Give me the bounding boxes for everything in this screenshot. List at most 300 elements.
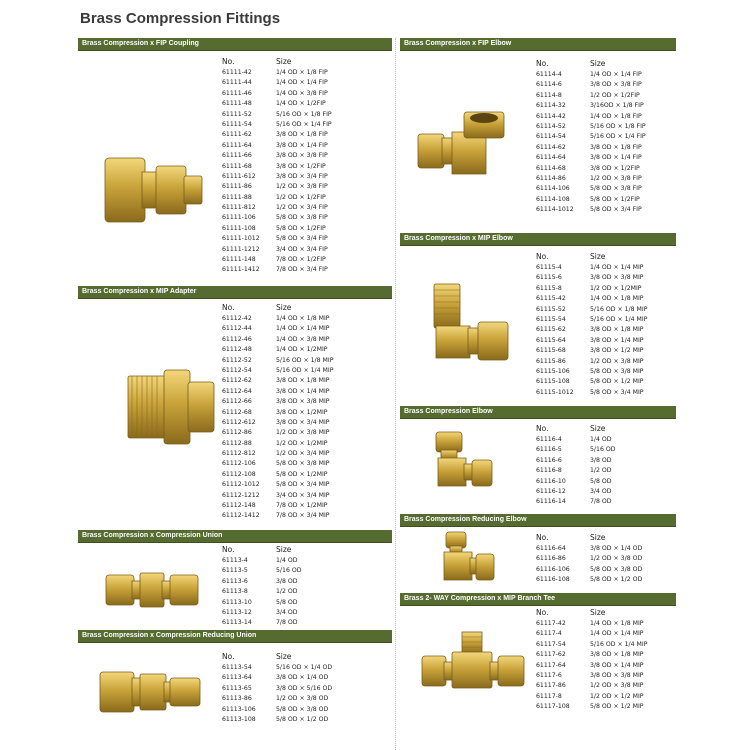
table-row <box>536 132 646 142</box>
column-header-size: Size <box>276 545 292 554</box>
table-row <box>536 466 616 476</box>
table-row <box>222 213 332 223</box>
column-header-no: No. <box>536 533 549 542</box>
table-row <box>222 408 333 418</box>
table-row <box>536 346 647 356</box>
part-size: 5/16 OD × 1/4 FIP <box>590 133 646 141</box>
table-row <box>536 143 646 153</box>
part-size: 3/8 OD × 1/4 MIP <box>276 387 330 395</box>
table-row <box>222 480 333 490</box>
table-row <box>536 388 647 398</box>
part-size: 7/8 OD <box>276 619 298 627</box>
part-size: 1/2 OD × 3/8 MIP <box>590 682 644 690</box>
table-row <box>536 153 646 163</box>
part-number: 61115-108 <box>536 378 570 386</box>
part-size: 5/8 OD × 1/2FIP <box>590 195 640 203</box>
table-row <box>536 357 647 367</box>
column-header-no: No. <box>536 424 549 433</box>
table-row <box>536 661 647 671</box>
column-header-no: No. <box>536 252 549 261</box>
section-fip-coupling <box>78 38 392 51</box>
part-number: 61114-106 <box>536 185 570 193</box>
part-size: 3/8 OD <box>590 456 612 464</box>
branch-tee-image <box>420 630 528 692</box>
part-size: 5/8 OD × 3/8 OD <box>590 565 643 573</box>
part-size: 1/4 OD × 1/4 FIP <box>276 79 328 87</box>
table-row <box>536 435 616 445</box>
column-header-no: No. <box>536 59 549 68</box>
column-divider <box>395 38 396 750</box>
table-header <box>222 56 332 68</box>
part-number: 61112-148 <box>222 502 256 510</box>
part-size: 1/4 OD × 1/8 MIP <box>590 295 644 303</box>
table-row <box>222 459 333 469</box>
part-size: 1/4 OD × 1/8 MIP <box>276 315 330 322</box>
part-number: 61113-10 <box>222 598 252 606</box>
table-row <box>536 629 647 639</box>
part-number: 61115-106 <box>536 367 570 375</box>
section-heading: Brass Compression x FIP Coupling <box>82 40 199 47</box>
table-header <box>536 607 647 619</box>
table-header <box>536 251 647 263</box>
part-number: 61116-5 <box>536 446 562 454</box>
part-size: 7/8 OD × 3/4 FIP <box>276 266 328 274</box>
part-size: 1/4 OD × 1/4 MIP <box>276 325 330 333</box>
part-size: 3/8 OD × 3/4 FIP <box>276 172 328 180</box>
table-row <box>536 263 647 273</box>
part-size: 1/2 OD <box>276 588 298 596</box>
table-row <box>536 367 647 377</box>
table-row <box>536 195 646 205</box>
part-size: 3/8 OD × 3/8 MIP <box>590 274 644 282</box>
table-row <box>222 203 332 213</box>
part-number: 61112-108 <box>222 470 256 478</box>
table-row <box>222 89 332 99</box>
table-row <box>536 377 647 387</box>
part-size: 5/8 OD × 1/2 MIP <box>590 703 644 711</box>
part-size: 3/4 OD <box>590 487 612 495</box>
table-row <box>222 376 333 386</box>
table-row <box>536 336 647 346</box>
table-row <box>222 345 333 355</box>
part-number: 61111-148 <box>222 256 256 264</box>
table-row <box>222 130 332 140</box>
part-number: 61116-12 <box>536 487 566 495</box>
part-number: 61117-8 <box>536 692 562 700</box>
table-row <box>222 68 332 78</box>
table-row <box>222 470 333 480</box>
part-number: 61111-44 <box>222 79 252 87</box>
section-heading: Brass Compression Reducing Elbow <box>404 516 527 523</box>
part-number: 61111-66 <box>222 152 252 160</box>
compression-elbow-image <box>428 430 498 500</box>
part-size: 3/8 OD × 1/8 MIP <box>590 326 644 334</box>
table-row <box>222 598 302 608</box>
column-header-size: Size <box>590 424 606 433</box>
part-size: 3/8 OD × 1/8 MIP <box>590 651 644 659</box>
table-header <box>536 423 616 435</box>
column-header-size: Size <box>276 57 292 66</box>
part-number: 61111-46 <box>222 89 252 97</box>
spec-table-fip-coupling <box>222 56 332 276</box>
table-row <box>536 671 647 681</box>
spec-table-reducing-union <box>222 651 332 725</box>
part-size: 3/8 OD <box>276 577 298 585</box>
section-heading: Brass Compression x Compression Reducing Union <box>82 632 257 639</box>
section-header-bar <box>400 514 676 527</box>
table-row <box>536 164 646 174</box>
part-number: 61114-52 <box>536 122 566 130</box>
part-size: 5/8 OD × 1/2MIP <box>276 470 328 478</box>
part-size: 1/4 OD × 1/2FIP <box>276 100 326 108</box>
table-row <box>222 110 332 120</box>
section-compression-elbow <box>400 406 676 419</box>
part-size: 1/2 OD × 3/4 FIP <box>276 204 328 212</box>
table-header <box>536 58 646 70</box>
part-number: 61117-6 <box>536 671 562 679</box>
part-size: 5/8 OD <box>590 477 612 485</box>
table-row <box>222 255 332 265</box>
part-number: 61114-108 <box>536 195 570 203</box>
section-reducing-elbow <box>400 514 676 527</box>
part-number: 61111-64 <box>222 141 252 149</box>
part-size: 5/8 OD × 1/2 OD <box>276 715 329 723</box>
section-header-bar <box>78 630 392 643</box>
column-header-no: No. <box>222 545 235 554</box>
section-header-bar <box>78 530 392 543</box>
part-size: 5/16 OD × 1/4 MIP <box>276 366 334 374</box>
part-number: 61113-14 <box>222 619 252 627</box>
column-header-no: No. <box>222 303 235 312</box>
part-size: 5/16 OD × 1/8 FIP <box>590 122 646 130</box>
part-size: 3/8 OD × 1/4 MIP <box>590 661 644 669</box>
part-size: 7/8 OD <box>590 498 612 506</box>
part-number: 61116-14 <box>536 498 566 506</box>
part-size: 3/8 OD × 1/2MIP <box>276 408 328 416</box>
table-header <box>222 302 333 314</box>
part-number: 61116-4 <box>536 436 562 443</box>
part-number: 61112-52 <box>222 356 252 364</box>
part-size: 1/4 OD × 1/4 FIP <box>590 71 642 78</box>
spec-table-reducing-elbow <box>536 532 642 586</box>
table-row <box>222 78 332 88</box>
part-number: 61113-12 <box>222 608 252 616</box>
table-row <box>222 265 332 275</box>
column-header-no: No. <box>222 57 235 66</box>
table-row <box>222 449 333 459</box>
table-row <box>536 112 646 122</box>
part-number: 61112-42 <box>222 315 252 322</box>
reducing-elbow-image <box>438 530 498 590</box>
table-row <box>222 193 332 203</box>
table-header <box>222 651 332 663</box>
table-row <box>222 314 333 324</box>
part-number: 61115-68 <box>536 347 566 355</box>
part-number: 61112-64 <box>222 387 252 395</box>
part-number: 61111-48 <box>222 100 252 108</box>
table-row <box>222 491 333 501</box>
table-row <box>222 224 332 234</box>
part-size: 3/8 OD × 1/4 MIP <box>590 336 644 344</box>
table-row <box>222 439 333 449</box>
table-row <box>536 174 646 184</box>
part-number: 61111-62 <box>222 131 252 139</box>
part-number: 61112-44 <box>222 325 252 333</box>
part-number: 61111-52 <box>222 110 252 118</box>
spec-table-compression-union <box>222 544 302 629</box>
mip-elbow-image <box>428 278 520 374</box>
table-row <box>222 151 332 161</box>
section-header-bar <box>78 38 392 51</box>
table-row <box>222 577 302 587</box>
part-size: 5/8 OD × 1/2FIP <box>276 224 326 232</box>
part-size: 1/2 OD × 1/2FIP <box>590 91 640 99</box>
part-number: 61116-6 <box>536 456 562 464</box>
part-number: 61117-108 <box>536 703 570 711</box>
table-row <box>222 366 333 376</box>
part-number: 61112-46 <box>222 335 252 343</box>
table-row <box>536 487 616 497</box>
part-size: 1/4 OD × 1/2MIP <box>276 346 328 354</box>
part-number: 61111-68 <box>222 162 252 170</box>
mip-adapter-image <box>124 362 220 452</box>
spec-table-branch-tee <box>536 607 647 713</box>
part-number: 61112-86 <box>222 429 252 437</box>
spec-table-mip-elbow <box>536 251 647 398</box>
column-header-size: Size <box>276 652 292 661</box>
table-row <box>222 556 302 566</box>
part-number: 61113-108 <box>222 715 256 723</box>
table-row <box>536 70 646 80</box>
part-size: 3/8 OD × 3/8 MIP <box>590 671 644 679</box>
part-number: 61117-54 <box>536 640 566 648</box>
table-row <box>536 565 642 575</box>
table-row <box>536 315 647 325</box>
part-size: 3/8 OD × 1/8 FIP <box>276 131 328 139</box>
table-row <box>222 608 302 618</box>
table-row <box>222 234 332 244</box>
table-header <box>222 544 302 556</box>
table-row <box>222 501 333 511</box>
part-size: 5/16 OD × 1/4 OD <box>276 664 333 671</box>
section-header-bar <box>400 38 676 51</box>
part-size: 3/8 OD × 1/2 MIP <box>590 347 644 355</box>
part-number: 61111-612 <box>222 172 256 180</box>
table-row <box>222 356 333 366</box>
part-number: 61112-48 <box>222 346 252 354</box>
part-number: 61111-1412 <box>222 266 260 274</box>
table-row <box>536 80 646 90</box>
part-number: 61112-1212 <box>222 491 260 499</box>
part-size: 5/8 OD × 3/8 FIP <box>590 185 642 193</box>
part-number: 61114-64 <box>536 154 566 162</box>
part-size: 1/2 OD × 1/2FIP <box>276 193 326 201</box>
table-row <box>222 335 333 345</box>
part-number: 61114-68 <box>536 164 566 172</box>
part-number: 61116-106 <box>536 565 570 573</box>
part-size: 5/8 OD <box>276 598 298 606</box>
part-number: 61114-4 <box>536 71 562 78</box>
table-header <box>536 532 642 544</box>
part-number: 61116-108 <box>536 576 570 584</box>
part-size: 3/8 OD × 1/4 OD <box>276 674 329 682</box>
part-number: 61111-86 <box>222 183 252 191</box>
column-header-size: Size <box>590 59 606 68</box>
part-number: 61113-54 <box>222 664 252 671</box>
part-number: 61112-612 <box>222 418 256 426</box>
part-number: 61114-32 <box>536 102 566 110</box>
table-row <box>536 184 646 194</box>
part-size: 1/4 OD × 3/8 FIP <box>276 89 328 97</box>
part-number: 61114-1012 <box>536 206 574 214</box>
compression-union-image <box>104 565 200 615</box>
table-row <box>536 101 646 111</box>
part-number: 61113-106 <box>222 705 256 713</box>
table-row <box>536 544 642 554</box>
section-header-bar <box>400 593 676 606</box>
table-row <box>536 640 647 650</box>
part-number: 61113-8 <box>222 588 248 596</box>
section-compression-union <box>78 530 392 543</box>
fip-coupling-image <box>100 150 210 230</box>
section-heading: Brass Compression x MIP Elbow <box>404 235 513 242</box>
table-row <box>222 587 302 597</box>
part-number: 61112-88 <box>222 439 252 447</box>
part-size: 5/8 OD × 3/8 FIP <box>276 214 328 222</box>
table-row <box>222 694 332 704</box>
table-row <box>222 99 332 109</box>
section-mip-elbow <box>400 233 676 246</box>
part-size: 5/8 OD × 1/2 MIP <box>590 378 644 386</box>
part-size: 5/8 OD × 3/8 OD <box>276 705 329 713</box>
part-size: 1/4 OD × 3/8 MIP <box>276 335 330 343</box>
part-size: 1/2 OD × 3/8 MIP <box>276 429 330 437</box>
part-number: 61112-812 <box>222 450 256 458</box>
section-reducing-union <box>78 630 392 643</box>
page-title: Brass Compression Fittings <box>80 10 281 27</box>
table-row <box>222 684 332 694</box>
table-row <box>536 692 647 702</box>
part-number: 61115-86 <box>536 357 566 365</box>
table-row <box>536 273 647 283</box>
part-size: 1/4 OD × 1/8 FIP <box>590 112 642 120</box>
table-row <box>536 619 647 629</box>
part-number: 61111-1212 <box>222 245 260 253</box>
part-size: 3/8 OD × 3/4 MIP <box>276 418 330 426</box>
part-size: 1/2 OD × 3/4 MIP <box>276 450 330 458</box>
spec-table-mip-adapter <box>222 302 333 522</box>
part-number: 61112-1412 <box>222 512 260 520</box>
column-header-no: No. <box>536 608 549 617</box>
part-number: 61115-4 <box>536 264 562 271</box>
table-row <box>536 284 647 294</box>
part-number: 61115-52 <box>536 305 566 313</box>
part-number: 61114-62 <box>536 143 566 151</box>
table-row <box>536 477 616 487</box>
part-number: 61112-54 <box>222 366 252 374</box>
table-row <box>536 554 642 564</box>
part-number: 61117-42 <box>536 620 566 627</box>
part-size: 3/4 OD × 3/4 MIP <box>276 491 330 499</box>
table-row <box>222 428 333 438</box>
part-number: 61115-54 <box>536 315 566 323</box>
section-heading: Brass 2- WAY Compression x MIP Branch Tee <box>404 595 556 602</box>
table-row <box>222 172 332 182</box>
part-size: 5/16 OD × 1/8 MIP <box>276 356 334 364</box>
table-row <box>536 681 647 691</box>
part-number: 61113-4 <box>222 557 248 564</box>
column-header-size: Size <box>590 533 606 542</box>
section-heading: Brass Compression x FIP Elbow <box>404 40 512 47</box>
section-header-bar <box>400 406 676 419</box>
part-size: 5/16 OD × 1/4 FIP <box>276 120 332 128</box>
part-size: 1/2 OD × 3/8 MIP <box>590 357 644 365</box>
part-size: 1/4 OD × 1/4 MIP <box>590 630 644 638</box>
part-size: 3/16OD × 1/8 FIP <box>590 102 644 110</box>
part-size: 5/8 OD × 3/4 MIP <box>590 388 644 396</box>
part-size: 1/4 OD × 1/8 FIP <box>276 69 328 76</box>
part-number: 61111-42 <box>222 69 252 76</box>
part-number: 61113-6 <box>222 577 248 585</box>
table-row <box>536 445 616 455</box>
part-number: 61117-64 <box>536 661 566 669</box>
part-number: 61114-8 <box>536 91 562 99</box>
table-row <box>222 182 332 192</box>
part-number: 61117-4 <box>536 630 562 638</box>
part-number: 61111-88 <box>222 193 252 201</box>
part-number: 61111-108 <box>222 224 256 232</box>
part-number: 61113-86 <box>222 695 252 703</box>
part-size: 5/8 OD × 3/4 FIP <box>590 206 642 214</box>
part-number: 61115-1012 <box>536 388 574 396</box>
part-number: 61114-54 <box>536 133 566 141</box>
part-size: 3/8 OD × 3/8 FIP <box>276 152 328 160</box>
part-size: 3/8 OD × 3/8 MIP <box>276 398 330 406</box>
table-row <box>222 566 302 576</box>
table-row <box>222 245 332 255</box>
part-size: 1/4 OD <box>590 436 612 443</box>
column-header-no: No. <box>222 652 235 661</box>
part-size: 3/4 OD × 3/4 FIP <box>276 245 328 253</box>
table-row <box>536 456 616 466</box>
part-number: 61111-106 <box>222 214 256 222</box>
table-row <box>536 325 647 335</box>
section-heading: Brass Compression x Compression Union <box>82 532 223 539</box>
section-branch-tee <box>400 593 676 606</box>
table-row <box>536 91 646 101</box>
part-number: 61116-8 <box>536 467 562 475</box>
table-row <box>222 715 332 725</box>
part-size: 3/4 OD <box>276 608 298 616</box>
part-number: 61116-10 <box>536 477 566 485</box>
part-number: 61117-62 <box>536 651 566 659</box>
part-size: 5/8 OD × 1/2 OD <box>590 576 643 584</box>
part-number: 61115-8 <box>536 284 562 292</box>
table-row <box>222 618 302 628</box>
column-header-size: Size <box>276 303 292 312</box>
table-row <box>222 418 333 428</box>
table-row <box>536 205 646 215</box>
part-size: 1/2 OD × 1/2MIP <box>590 284 642 292</box>
part-size: 5/8 OD × 3/4 MIP <box>276 481 330 489</box>
part-number: 61116-86 <box>536 555 566 563</box>
part-number: 61112-1012 <box>222 481 260 489</box>
part-number: 61113-64 <box>222 674 252 682</box>
part-size: 3/8 OD × 3/8 FIP <box>590 81 642 89</box>
table-row <box>536 575 642 585</box>
part-size: 1/2 OD × 3/8 OD <box>590 555 643 563</box>
section-heading: Brass Compression Elbow <box>404 408 493 415</box>
